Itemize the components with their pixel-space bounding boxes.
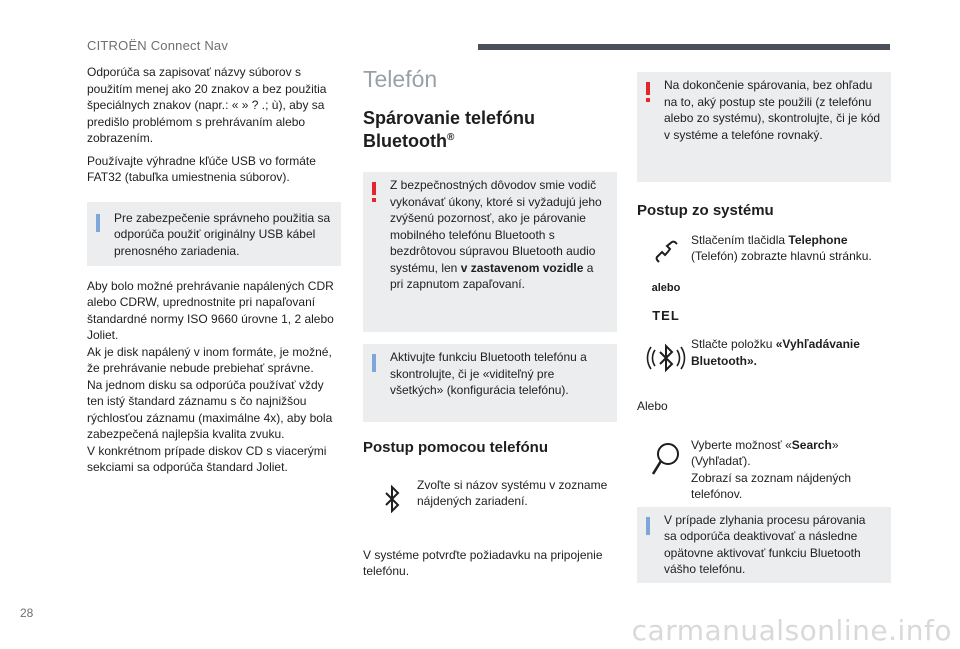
registered-mark: ®: [446, 132, 455, 143]
warning-marker-dot: [646, 98, 650, 102]
safety-warning-text-bold: v zastavenom vozidle: [460, 260, 584, 275]
bluetooth-search-icon: [637, 338, 695, 378]
safety-warning-text-after: a pri zapnutom zapaľovaní.: [390, 260, 594, 291]
pairing-failure-note: [637, 507, 891, 583]
pairing-heading: [363, 108, 617, 151]
column-2: [363, 64, 617, 580]
column-3: [637, 64, 891, 583]
cd-format-text: Ak je disk napálený v inom formáte, je možné, že prehrávanie nebude prebiehať správne.: [87, 344, 332, 375]
watermark: carmanualsonline.info: [631, 614, 952, 647]
pairing-heading-line2: Bluetooth: [363, 131, 447, 151]
cd-multisession-text: V konkrétnom prípade diskov CD s viacerými sekciami sa odporúča štandard Joliet.: [87, 443, 327, 474]
pairing-code-warning-note: [637, 72, 891, 182]
usb-cable-note: [87, 202, 341, 266]
phone-procedure-heading: Postup pomocou telefónu: [363, 439, 548, 456]
safety-warning-text-before: Z bezpečnostných dôvodov smie vodič vykonávať úkony, ktoré si vyžadujú jeho zvýšenú pozornosť, ako je párovanie mobilného telefónu Bluetooth s bezdrôtovou súpravou Bluetooth audio systému, len: [390, 178, 602, 275]
bluetooth-visibility-text: Aktivujte funkciu Bluetooth telefónu a skontrolujte, či je «viditeľný pre všetkých» (konfigurácia telefónu).: [390, 350, 587, 397]
phone-procedure-step: [363, 477, 617, 527]
info-marker-icon: [372, 354, 376, 372]
system-step-3: [637, 437, 891, 501]
section-title: Telefón: [363, 66, 438, 92]
safety-warning-note: [363, 172, 617, 332]
cd-standard-text: Aby bolo možné prehrávanie napálených CDR alebo CDRW, uprednostnite pri napaľovaní štandardné normy ISO 9660 úrovne 1, 2 alebo Joliet.: [87, 278, 334, 342]
warning-marker-icon: [372, 182, 376, 195]
usb-format-text: Používajte výhradne kľúče USB vo formáte FAT32 (tabuľka umiestnenia súborov).: [87, 153, 316, 184]
system-step-3-text: Vyberte možnosť «Search» (Vyhľadať). Zobrazí sa zoznam nájdených telefónov.: [691, 437, 852, 501]
phone-handset-icon: [637, 240, 695, 266]
warning-marker-icon: [646, 82, 650, 95]
alebo-label: alebo: [651, 281, 681, 294]
bluetooth-visibility-note: [363, 344, 617, 422]
bluetooth-icon: [363, 485, 421, 513]
phone-procedure-step-text: Zvoľte si názov systému v zozname nájdených zariadení.: [417, 477, 608, 508]
usb-cable-note-text: Pre zabezpečenie správneho použitia sa odporúča použiť originálny USB kábel prenosného zariadenia.: [114, 210, 331, 258]
header-bar: [478, 44, 890, 50]
warning-marker-dot: [372, 198, 376, 202]
cd-speed-text: Na jednom disku sa odporúča používať vždy ten istý štandard záznamu s čo najnižšou rýchlosťou záznamu (maximálne 4x), aby bola zabezpečená najlepšia kvalita zvuku.: [87, 377, 333, 441]
column-1: [87, 64, 341, 476]
pairing-heading-line1: Spárovanie telefónu: [363, 108, 536, 128]
search-icon: [637, 441, 695, 477]
usb-filename-text: Odporúča sa zapisovať názvy súborov s použitím menej ako 20 znakov a bez použitia špeciálnych znakov (napr.: « » ? .; ù), aby sa predišlo problémom s prehrávaním alebo zobrazením.: [87, 65, 327, 145]
pairing-failure-text: V prípade zlyhania procesu párovania sa odporúča deaktivovať a následne opätovne aktivovať funkciu Bluetooth vášho telefónu.: [664, 512, 866, 576]
info-marker-icon: [96, 214, 100, 232]
system-step-1-text: Stlačením tlačidla Telephone (Telefón) zobrazte hlavnú stránku.: [691, 232, 872, 263]
system-step-1: [637, 232, 891, 296]
pairing-code-warning-text: Na dokončenie spárovania, bez ohľadu na to, aký postup ste použili (z telefónu alebo zo systému), skontrolujte, či je kód v systéme a telefóne rovnaký.: [664, 78, 881, 142]
system-procedure-heading: Postup zo systému: [637, 202, 774, 219]
tel-button-label: TEL: [652, 307, 680, 323]
info-marker-icon: [646, 517, 650, 535]
alebo-text: Alebo: [637, 399, 668, 413]
header-title: CITROËN Connect Nav: [87, 38, 229, 53]
confirm-connection-text: V systéme potvrďte požiadavku na pripojenie telefónu.: [363, 547, 603, 578]
page-number: 28: [20, 606, 34, 620]
system-step-2: [637, 334, 891, 390]
system-step-2-text: Stlačte položku «Vyhľadávanie Bluetooth».: [691, 337, 860, 368]
